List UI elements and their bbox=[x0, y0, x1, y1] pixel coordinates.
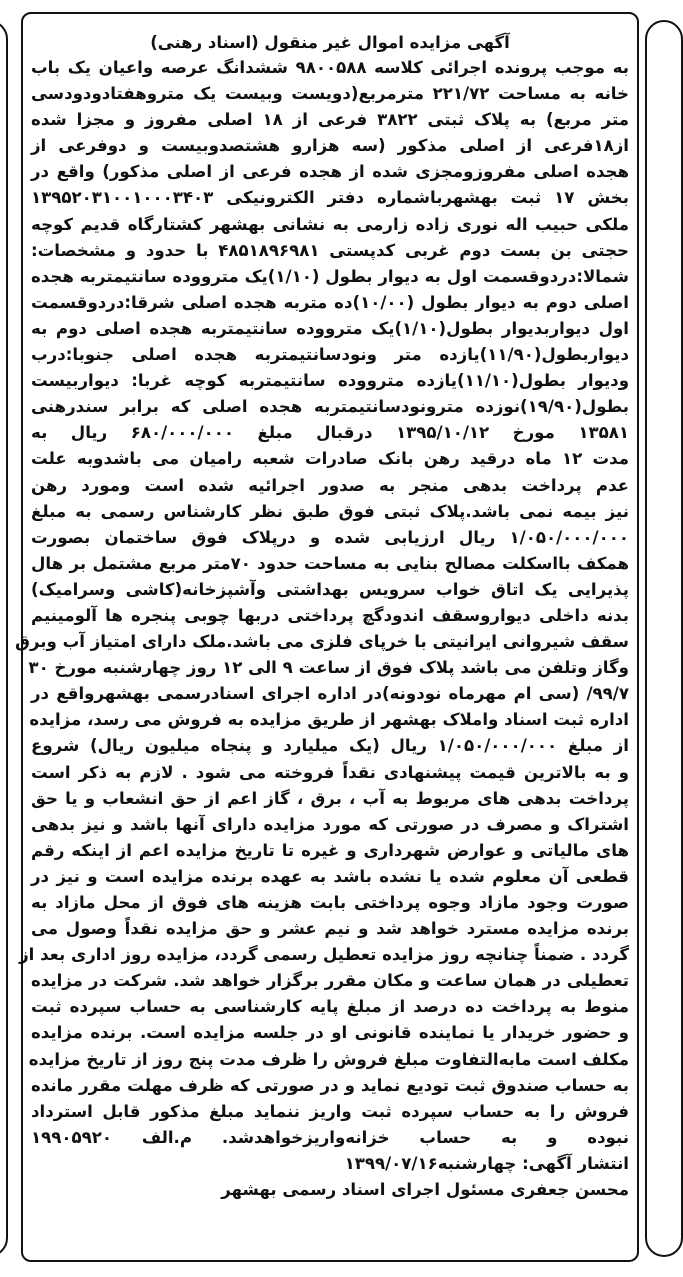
notice-line: نبوده و به حساب خزانه‌واریزخواهدشد. م.الف ۱۹۹۰۵۹۲۰ bbox=[31, 1127, 629, 1147]
notice-line: بخش ۱۷ ثبت بهشهرباشماره دفتر الکترونیکی ۱۳۹۵۲۰۳۱۰۰۱۰۰۰۳۴۰۳ bbox=[31, 188, 629, 208]
notice-title: آگهی مزایده اموال غیر منقول (اسناد رهنی) bbox=[150, 33, 510, 52]
notice-line: اصلی دوم به دیوار بطول (۱۰/۰۰)ده متربه هجده اصلی شرقا:دردوقسمت bbox=[31, 292, 629, 312]
auction-notice bbox=[15, 32, 630, 1203]
notice-line: پذیرایی یک اتاق خواب سرویس بهداشتی وآشپزخانه(کاشی وسرامیک) bbox=[31, 579, 629, 599]
notice-body bbox=[15, 55, 630, 1151]
notice-line: پرداخت بدهی های مربوط به آب ، برق ، گاز اعم از حق انشعاب و یا حق bbox=[31, 788, 629, 808]
notice-line: سقف شیروانی ایرانیتی با خرپای فلزی می باشد.ملک دارای امتیاز آب وبرق bbox=[15, 632, 629, 652]
notice-line: اول دیواربدیوار بطول(۱/۱۰)یک مترووده سانتیمتربه هجده اصلی دوم به bbox=[31, 318, 629, 338]
notice-line: ۱۳۵۸۱ مورخ ۱۳۹۵/۱۰/۱۲ درقبال مبلغ ۶۸۰/۰۰۰/۰۰۰ ریال به bbox=[31, 423, 629, 443]
notice-line: اداره ثبت اسناد واملاک بهشهر از طریق مزایده به فروش می رسد، مزایده bbox=[29, 710, 629, 730]
signature-line: محسن جعفری مسئول اجرای اسناد رسمی بهشهر bbox=[221, 1179, 629, 1199]
notice-line: نیز بیمه نمی باشد.پلاک ثبتی فوق طبق نظر کارشناس رسمی به مبلغ bbox=[31, 501, 629, 521]
notice-line: همکف بااسکلت مصالح بنایی به مساحت حدود ۷۰متر مربع مشتمل بر هال bbox=[31, 553, 629, 573]
notice-line: برنده مزایده مسترد خواهد شد و نیم عشر و حق مزایده نقداً وصول می bbox=[31, 919, 629, 939]
notice-line: ملکی حبیب اله نوری زاده زارمی به نشانی بهشهر کشتارگاه قدیم کوچه bbox=[31, 214, 629, 234]
right-page-edge bbox=[643, 0, 653, 1277]
left-page-edge bbox=[0, 0, 10, 1277]
notice-line: هجده اصلی مفروزومجزی شده از هجده فرعی از اصلی مذکور) واقع در bbox=[31, 162, 629, 182]
notice-line: بدنه داخلی دیواروسقف اندودگچ پرداختی دربها چوبی پنجره ها آلومینیم bbox=[31, 605, 629, 625]
notice-line: فروش را به حساب سپرده ثبت واریز ننماید مبلغ مذکور قابل استرداد bbox=[31, 1101, 629, 1121]
notice-line: وگاز وتلفن می باشد پلاک فوق از ساعت ۹ الی ۱۲ روز چهارشنبه مورخ ۳۰ bbox=[28, 658, 629, 678]
notice-line: به حساب صندوق ثبت تودیع نماید و در صورتی که ظرف مهلت مقرر مانده bbox=[31, 1075, 629, 1095]
notice-line: ۱/۰۵۰/۰۰۰/۰۰۰ ریال ارزیابی شده و درپلاک فوق ساختمان بصورت bbox=[31, 527, 629, 547]
notice-line: به موجب پرونده اجرائی کلاسه ۹۸۰۰۵۸۸ ششدانگ عرصه واعیان یک باب bbox=[31, 58, 629, 77]
notice-line: ودیوار بطول(۱۱/۱۰)یازده مترووده سانتیمتربه کوچه غربا: دیواربیست bbox=[31, 371, 630, 391]
notice-line: عدم پرداخت بدهی منجر به صدور اجرائیه شده است ومورد رهن bbox=[31, 475, 629, 495]
notice-line: قطعی آن معلوم شده یا نشده باشد به عهده برنده مزایده است و نیز در bbox=[31, 866, 629, 886]
notice-line: و حضور خریدار یا نماینده قانونی او در جلسه مزایده است. برنده مزایده bbox=[31, 1023, 629, 1043]
notice-line: اشتراک و مصرف در صورتی که مورد مزایده دارای آنها باشد و نیز بدهی bbox=[31, 814, 629, 834]
notice-line: شمالا:دردوقسمت اول به دیوار بطول (۱/۱۰)یک مترووده سانتیمتربه هجده bbox=[31, 266, 629, 286]
notice-line: منوط به پرداخت ده درصد از مبلغ پایه کارشناسی به حساب سپرده ثبت bbox=[31, 997, 629, 1017]
notice-line: گردد . ضمناً چنانچه روز مزایده تعطیل رسمی گردد، مزایده روز اداری بعد از bbox=[19, 945, 629, 965]
notice-line: از مبلغ ۱/۰۵۰/۰۰۰/۰۰۰ ریال (یک میلیارد و پنجاه میلیون ریال) شروع bbox=[31, 736, 629, 756]
notice-line: و به بالاترین قیمت پیشنهادی نقداً فروخته می شود . لازم به ذکر است bbox=[31, 762, 629, 782]
notice-line: ۹۹/۷/ (سی ام مهرماه نودونه)در اداره اجرای اسنادرسمی بهشهرواقع در bbox=[31, 684, 629, 704]
notice-line: حجتی بن بست دوم غربی کدپستی ۴۸۵۱۸۹۶۹۸۱ با حدود و مشخصات: bbox=[31, 240, 629, 260]
notice-line: بطول(۱۹/۹۰)نوزده مترونودسانتیمتربه هجده اصلی که برابر سندرهنی bbox=[31, 397, 629, 417]
notice-line: دیواربطول(۱۱/۹۰)یازده متر ونودسانتیمتربه هجده اصلی جنوبا:درب bbox=[31, 345, 629, 365]
notice-line: مکلف است مابه‌التفاوت مبلغ فروش را ظرف مدت پنج روز از تاریخ مزایده bbox=[28, 1049, 629, 1069]
notice-line: مدت ۱۲ ماه درقید رهن بانک صادرات شعبه رامیان می باشدوبه علت bbox=[31, 449, 629, 469]
notice-line: صورت وجود مازاد وجوه پرداختی بابت هزینه های فوق از محل مازاد به bbox=[31, 893, 629, 912]
notice-line: از۱۸فرعی از اصلی مذکور (سه هزارو هشتصدوبیست و دوفرعی از bbox=[31, 136, 629, 156]
notice-line: های مالیاتی و عوارض شهرداری و غیره تا تاریخ مزایده اعم از اینکه رقم bbox=[31, 840, 629, 860]
publish-date-line: انتشار آگهی: چهارشنبه۱۳۹۹/۰۷/۱۶ bbox=[344, 1153, 629, 1173]
notice-line: متر مربع) به پلاک ثبتی ۳۸۲۲ فرعی از ۱۸ اصلی مفروز و مجزا شده bbox=[31, 110, 629, 130]
notice-line: خانه به مساحت ۲۲۱/۷۲ مترمربع(دویست وبیست یک متروهفتادودودسی bbox=[31, 84, 629, 104]
notice-line: تعطیلی در همان ساعت و مکان مقرر برگزار خواهد شد. شرکت در مزایده bbox=[31, 971, 629, 991]
